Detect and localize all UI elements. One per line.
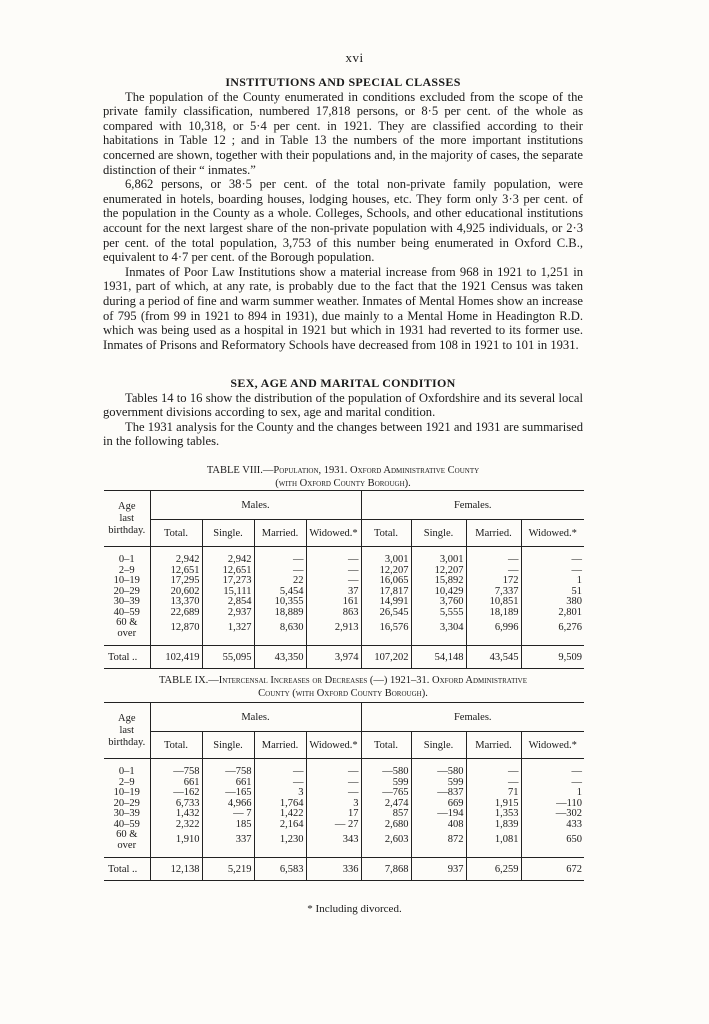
table-row: 0–1 —758 —758 — — —580 —580 — — [118,766,582,777]
col-widowed: Widowed.* [306,732,361,759]
col-single: Single. [411,520,466,547]
col-total: Total. [361,732,411,759]
group-header-row [104,703,584,732]
section-institutions [103,75,583,352]
table-row: 0–1 2,942 2,942 — — 3,001 3,001 — — [118,554,582,565]
table-row: 10–19 17,295 17,273 22 — 16,065 15,892 172 1 [113,575,582,586]
males-header: Males. [150,491,361,520]
table-row: 2–9 661 661 — — 599 599 — — [118,776,582,788]
paragraph: The 1931 analysis for the County and the changes between 1921 and 1931 are summarised in the following tables. [103,419,583,449]
group-header-row [104,491,584,520]
intercensal-change-table [104,702,584,881]
table-row: 2–9 12,651 12,651 — — 12,207 12,207 — — [118,564,582,576]
col-single: Single. [202,520,254,547]
caption-line: (with Oxford County Borough). [275,478,411,489]
sub-header-row [104,520,584,547]
col-widowed: Widowed.* [306,520,361,547]
page-number: xvi [345,50,364,65]
table-row: 20–29 20,602 15,111 5,454 37 17,817 10,429 7,337 51 [113,585,582,597]
col-single: Single. [411,732,466,759]
caption-line: County (with Oxford County Borough). [258,688,428,699]
table-row: 60 & over 12,870 1,327 8,630 2,913 16,576 3,304 6,996 6,276 [116,617,582,639]
caption-line: TABLE IX.—Intercensal Increases or Decreases (—) 1921–31. Oxford Administrative [158,675,528,686]
table-row: 40–59 2,322 185 2,164 — 27 2,680 408 1,839 433 [113,818,582,830]
col-total: Total. [361,520,411,547]
paragraph: The population of the County enumerated in conditions excluded from the scope of the private family classification, numbered 17,818 persons, or 8·5 per cent. of the whole as compared with 10,318, or 5·4 per cent. in 1921. They are classified according to their habitations in Table 12 ; and in Table 13 the numbers of the more important institutions concerned are shown, together with their populations and, in the majority of cases, the separate distinction of their “ inmates.” [103,89,583,177]
males-header: Males. [150,703,361,732]
table-row: 60 & over 1,910 337 1,230 343 2,603 872 1,081 650 [116,829,582,851]
col-married: Married. [254,732,306,759]
age-header: Age last birthday. [104,491,150,547]
females-header: Females. [361,703,584,732]
population-table [104,490,584,669]
col-married: Married. [466,520,521,547]
table-row: 10–19 —162 —165 3 — —765 —837 71 1 [113,787,582,798]
col-widowed: Widowed.* [521,520,584,547]
table-row: 40–59 22,689 2,937 18,889 863 26,545 5,555 18,189 2,801 [113,606,582,618]
section-heading: SEX, AGE AND MARITAL CONDITION [230,376,456,390]
footnote: * Including divorced. [307,903,402,915]
section-heading: INSTITUTIONS AND SPECIAL CLASSES [225,75,461,89]
paragraph: Inmates of Poor Law Institutions show a material increase from 968 in 1921 to 1,251 in 1931, part of which, at any rate, is probably due to the fact that the 1921 Census was taken during a period of fine and warm summer weather. Inmates of Mental Homes show an increase of 795 (from 99 in 1921 to 894 in 1931), due mainly to a Mental Home in Headington R.D. which was being used as a hospital in 1921 but which in 1931 had reverted to its former use. Inmates of Prisons and Reformatory Schools have decreased from 108 in 1921 to 101 in 1931. [103,264,583,352]
col-total: Total. [150,520,202,547]
section-sex-age-marital [103,376,583,449]
caption-line: TABLE VIII.—Population, 1931. Oxford Administrative County [206,465,480,476]
table-row: 30–39 1,432 — 7 1,422 17 857 —194 1,353 —302 [113,808,582,819]
paragraph: 6,862 persons, or 38·5 per cent. of the total non-private family population, were enumerated in hotels, boarding houses, lodging houses, etc. They form only 3·3 per cent. of the population in the County as a whole. Colleges, Schools, and other educational institutions account for the next largest share of the non-private population with 4,925 individuals, or 2·3 per cent. of the total population, 3,753 of this number being enumerated in Oxford C.B., equivalent to 4·7 per cent. of the Borough population. [103,177,583,265]
table-row: 20–29 6,733 4,966 1,764 3 2,474 669 1,915 —110 [113,797,582,809]
col-single: Single. [202,732,254,759]
table-caption [103,674,583,700]
col-married: Married. [254,520,306,547]
col-total: Total. [150,732,202,759]
table-caption [103,464,583,490]
col-married: Married. [466,732,521,759]
females-header: Females. [361,491,584,520]
sub-header-row [104,732,584,759]
paragraph: Tables 14 to 16 show the distribution of the population of Oxfordshire and its several local government divisions according to sex, age and marital condition. [103,390,583,420]
total-row: Total .. 12,138 5,219 6,583 336 7,868 937 6,259 672 [104,858,584,881]
col-widowed: Widowed.* [521,732,584,759]
total-row: Total .. 102,419 55,095 43,350 3,974 107,202 54,148 43,545 9,509 [104,646,584,669]
table-row: 30–39 13,370 2,854 10,355 161 14,991 3,760 10,851 380 [113,596,582,607]
age-header: Age last birthday. [104,703,150,759]
